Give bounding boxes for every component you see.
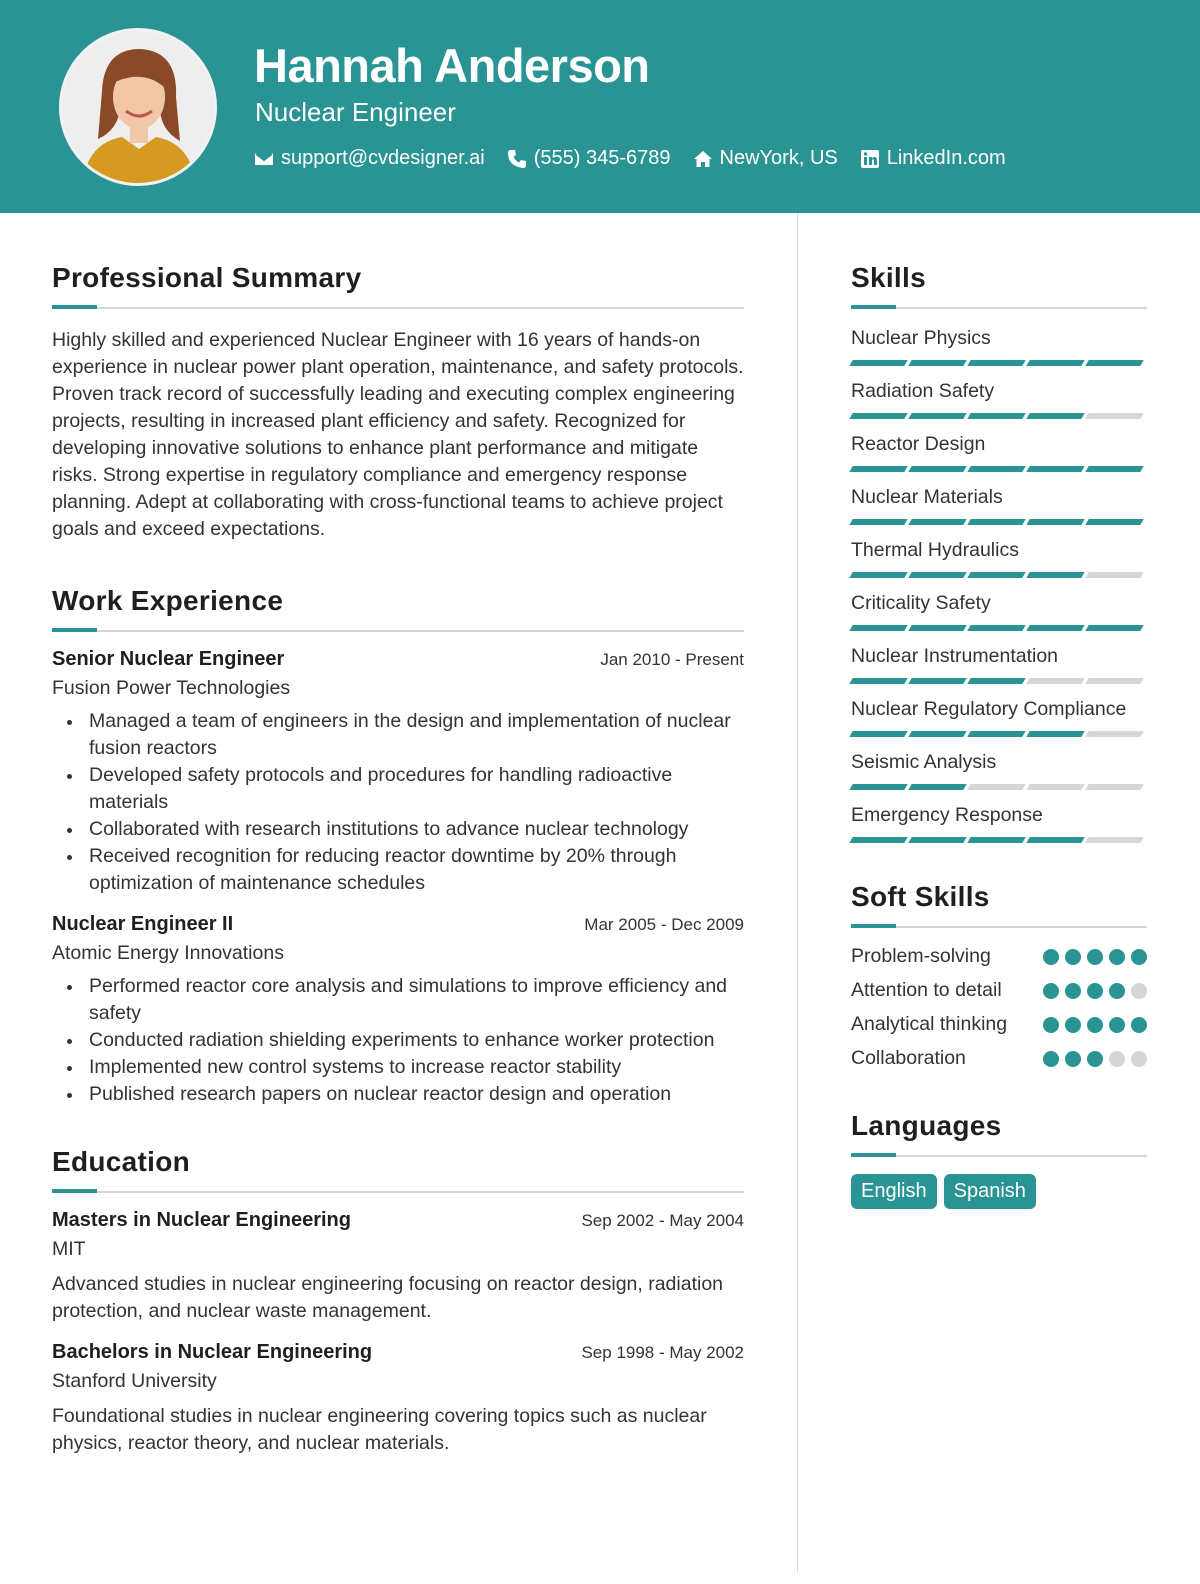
education-heading: Education — [52, 1146, 191, 1177]
skill-level-segment — [908, 360, 966, 366]
candidate-name: Hannah Anderson — [254, 39, 650, 92]
summary-text: Highly skilled and experienced Nuclear Engineer with 16 years of hands-on experience in nuclear power plant operation, maintenance, and safety protocols. Proven track record of successfully leading and executing complex engineering projects, resulting in increased plant efficiency and safety. Recognized for developing innovative solutions to enhance plant performance and mitigate risks. Strong expertise in regulatory compliance and emergency response planning. Adept at collaborating with cross-functional teams to achieve project goals and exceed expectations. — [52, 329, 744, 540]
skill-level-bar — [851, 784, 1147, 790]
education-description: Advanced studies in nuclear engineering focusing on reactor design, radiation protection, and nuclear waste management. — [52, 1273, 724, 1322]
contact-email-text: support@cvdesigner.ai — [281, 147, 485, 169]
skill-level-segment — [849, 784, 907, 790]
skill-level-segment — [1026, 360, 1084, 366]
rating-dot — [1043, 1017, 1059, 1033]
skill-item — [851, 751, 1147, 790]
soft-skill-name: Analytical thinking — [851, 1013, 1008, 1035]
degree-title: Bachelors in Nuclear Engineering — [52, 1341, 373, 1363]
skill-level-segment — [1085, 784, 1143, 790]
job-entry — [52, 913, 744, 1108]
rating-dot — [1131, 1051, 1147, 1067]
skill-level-segment — [908, 837, 966, 843]
skill-item — [851, 539, 1147, 578]
education-entry — [52, 1209, 744, 1325]
phone-icon — [507, 149, 527, 169]
skill-level-bar — [851, 731, 1147, 737]
candidate-title: Nuclear Engineer — [255, 97, 456, 127]
skill-level-bar — [851, 519, 1147, 525]
skills-section — [851, 262, 1147, 843]
skill-level-segment — [908, 625, 966, 631]
skill-name: Nuclear Physics — [851, 327, 991, 349]
skill-level-segment — [849, 466, 907, 472]
rating-dot — [1043, 983, 1059, 999]
soft-skill-item — [851, 1044, 1147, 1072]
skill-name: Emergency Response — [851, 804, 1043, 826]
skill-level-segment — [1085, 678, 1143, 684]
skill-level-segment — [908, 784, 966, 790]
skill-item — [851, 592, 1147, 631]
job-entry — [52, 648, 744, 897]
skill-level-bar — [851, 837, 1147, 843]
soft-skill-name: Problem-solving — [851, 945, 991, 967]
skill-level-segment — [1085, 837, 1143, 843]
skill-level-segment — [1026, 572, 1084, 578]
skill-level-segment — [967, 360, 1025, 366]
skill-level-segment — [849, 837, 907, 843]
column-divider — [797, 213, 798, 1573]
rating-dot — [1131, 949, 1147, 965]
soft-skill-rating — [1043, 1010, 1147, 1033]
section-divider — [52, 630, 744, 632]
soft-skills-list — [851, 942, 1147, 1072]
skill-level-segment — [1085, 466, 1143, 472]
section-divider — [851, 307, 1147, 309]
rating-dot — [1065, 983, 1081, 999]
contact-row — [254, 147, 1006, 170]
rating-dot — [1087, 1017, 1103, 1033]
skill-level-segment — [849, 731, 907, 737]
rating-dot — [1087, 949, 1103, 965]
rating-dot — [1043, 949, 1059, 965]
skill-item — [851, 804, 1147, 843]
soft-skill-rating — [1043, 942, 1147, 965]
rating-dot — [1043, 1051, 1059, 1067]
skill-item — [851, 380, 1147, 419]
job-bullet: Implemented new control systems to increase reactor stability — [52, 1054, 744, 1081]
skill-level-segment — [849, 625, 907, 631]
skill-level-segment — [849, 519, 907, 525]
soft-skill-item — [851, 976, 1147, 1004]
skill-item — [851, 486, 1147, 525]
soft-skills-heading: Soft Skills — [851, 881, 990, 912]
skill-level-segment — [1085, 360, 1143, 366]
soft-skill-rating — [1043, 1044, 1147, 1067]
skill-level-segment — [967, 837, 1025, 843]
skill-name: Radiation Safety — [851, 380, 995, 402]
skill-item — [851, 433, 1147, 472]
skill-level-segment — [908, 678, 966, 684]
section-divider — [52, 307, 744, 309]
skills-list — [851, 327, 1147, 843]
skill-item — [851, 698, 1147, 737]
rating-dot — [1087, 1051, 1103, 1067]
job-bullet: Received recognition for reducing reactor downtime by 20% through optimization of maintenance schedules — [52, 843, 744, 897]
summary-heading: Professional Summary — [52, 262, 362, 293]
languages-heading: Languages — [851, 1110, 1002, 1141]
skill-level-segment — [1085, 625, 1143, 631]
skill-level-segment — [1085, 519, 1143, 525]
job-bullet: Published research papers on nuclear reactor design and operation — [52, 1081, 744, 1108]
job-bullet: Performed reactor core analysis and simulations to improve efficiency and safety — [52, 973, 744, 1027]
section-divider — [52, 1191, 744, 1193]
skill-level-segment — [908, 519, 966, 525]
education-date: Sep 1998 - May 2002 — [581, 1343, 744, 1362]
profile-photo-illustration — [62, 31, 214, 183]
job-bullets — [52, 973, 744, 1108]
soft-skills-section — [851, 881, 1147, 1072]
skill-level-segment — [1026, 413, 1084, 419]
section-divider — [851, 926, 1147, 928]
job-bullet: Collaborated with research institutions to advance nuclear technology — [52, 816, 744, 843]
skill-level-segment — [967, 731, 1025, 737]
skill-name: Nuclear Materials — [851, 486, 1003, 508]
skill-name: Thermal Hydraulics — [851, 539, 1019, 561]
skill-item — [851, 327, 1147, 366]
skill-level-segment — [849, 360, 907, 366]
school-name: Stanford University — [52, 1370, 217, 1392]
job-bullets — [52, 708, 744, 897]
skill-level-segment — [1026, 519, 1084, 525]
language-tags — [851, 1174, 1147, 1209]
skill-level-segment — [908, 572, 966, 578]
skill-level-segment — [908, 731, 966, 737]
job-date: Jan 2010 - Present — [600, 650, 744, 669]
skill-level-segment — [1085, 572, 1143, 578]
language-tag: English — [851, 1174, 937, 1209]
skill-level-segment — [908, 466, 966, 472]
contact-email[interactable] — [254, 147, 485, 170]
education-entry — [52, 1341, 744, 1457]
job-bullet: Managed a team of engineers in the design and implementation of nuclear fusion reactors — [52, 708, 744, 762]
school-name: MIT — [52, 1238, 86, 1260]
profile-photo — [59, 28, 217, 186]
skill-level-segment — [967, 413, 1025, 419]
side-column — [851, 262, 1147, 1209]
skill-level-bar — [851, 678, 1147, 684]
rating-dot — [1131, 1017, 1147, 1033]
job-title: Senior Nuclear Engineer — [52, 648, 285, 670]
skill-level-bar — [851, 466, 1147, 472]
rating-dot — [1087, 983, 1103, 999]
soft-skill-item — [851, 942, 1147, 970]
job-company: Fusion Power Technologies — [52, 677, 291, 699]
skill-name: Criticality Safety — [851, 592, 991, 614]
contact-location-text: NewYork, US — [719, 147, 838, 169]
skill-name: Nuclear Instrumentation — [851, 645, 1059, 667]
rating-dot — [1109, 983, 1125, 999]
contact-phone-text: (555) 345-6789 — [533, 147, 671, 169]
skill-level-segment — [967, 466, 1025, 472]
contact-linkedin[interactable] — [860, 147, 1006, 170]
skill-level-segment — [1085, 731, 1143, 737]
skill-level-segment — [967, 784, 1025, 790]
skill-level-segment — [1026, 625, 1084, 631]
rating-dot — [1065, 949, 1081, 965]
skill-level-bar — [851, 413, 1147, 419]
contact-location — [693, 147, 838, 170]
education-description: Foundational studies in nuclear engineering covering topics such as nuclear physics, reactor theory, and nuclear materials. — [52, 1405, 707, 1454]
home-icon — [693, 149, 713, 169]
job-date: Mar 2005 - Dec 2009 — [584, 915, 744, 934]
languages-section — [851, 1110, 1147, 1209]
soft-skill-name: Attention to detail — [851, 979, 1002, 1001]
job-title: Nuclear Engineer II — [52, 913, 234, 935]
main-column — [52, 262, 744, 1457]
soft-skill-item — [851, 1010, 1147, 1038]
skill-level-segment — [1085, 413, 1143, 419]
skill-level-segment — [967, 519, 1025, 525]
skill-name: Reactor Design — [851, 433, 986, 455]
skill-name: Seismic Analysis — [851, 751, 997, 773]
soft-skill-name: Collaboration — [851, 1047, 966, 1069]
language-tag: Spanish — [944, 1174, 1036, 1209]
skill-item — [851, 645, 1147, 684]
job-bullet: Developed safety protocols and procedures for handling radioactive materials — [52, 762, 744, 816]
skill-level-segment — [849, 572, 907, 578]
skills-heading: Skills — [851, 262, 926, 293]
skill-level-segment — [967, 572, 1025, 578]
rating-dot — [1065, 1051, 1081, 1067]
job-bullet: Conducted radiation shielding experiments to enhance worker protection — [52, 1027, 744, 1054]
skill-level-segment — [908, 413, 966, 419]
experience-section — [52, 585, 744, 1108]
job-company: Atomic Energy Innovations — [52, 942, 284, 964]
skill-level-segment — [1026, 731, 1084, 737]
rating-dot — [1065, 1017, 1081, 1033]
contact-phone[interactable] — [507, 147, 671, 170]
rating-dot — [1109, 1051, 1125, 1067]
resume-header — [0, 0, 1200, 213]
envelope-icon — [254, 149, 274, 169]
skill-level-segment — [1026, 837, 1084, 843]
skill-level-segment — [1026, 466, 1084, 472]
education-section — [52, 1146, 744, 1457]
degree-title: Masters in Nuclear Engineering — [52, 1209, 351, 1231]
skill-level-segment — [1026, 784, 1084, 790]
skill-level-bar — [851, 572, 1147, 578]
skill-level-segment — [967, 678, 1025, 684]
summary-section — [52, 262, 744, 543]
rating-dot — [1109, 1017, 1125, 1033]
section-divider — [851, 1155, 1147, 1157]
experience-heading: Work Experience — [52, 585, 284, 616]
skill-level-bar — [851, 360, 1147, 366]
skill-level-segment — [1026, 678, 1084, 684]
rating-dot — [1109, 949, 1125, 965]
rating-dot — [1131, 983, 1147, 999]
skill-level-bar — [851, 625, 1147, 631]
skill-level-segment — [967, 625, 1025, 631]
education-date: Sep 2002 - May 2004 — [581, 1211, 744, 1230]
soft-skill-rating — [1043, 976, 1147, 999]
skill-name: Nuclear Regulatory Compliance — [851, 698, 1127, 720]
contact-linkedin-text: LinkedIn.com — [886, 147, 1006, 169]
skill-level-segment — [849, 678, 907, 684]
linkedin-icon — [860, 149, 880, 169]
skill-level-segment — [849, 413, 907, 419]
